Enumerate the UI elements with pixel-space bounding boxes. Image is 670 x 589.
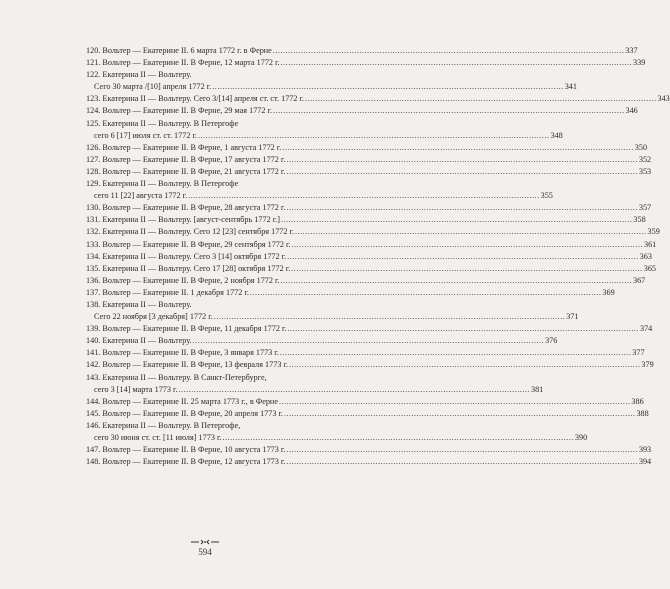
toc-entry-page: 369: [602, 287, 615, 297]
dot-leader: [280, 347, 631, 359]
toc-entry-title: 145. Вольтер — Екатерине II. В Ферне, 20 апреля 1773 г.: [86, 408, 283, 418]
toc-entry-page: 352: [638, 154, 652, 164]
dot-leader: [289, 359, 640, 371]
toc-entry: [86, 347, 645, 359]
toc-entry-title: 137. Вольтер — Екатерине II. 1 декабря 1772 г.: [86, 287, 249, 297]
toc-entry-title: 136. Вольтер — Екатерине II. В Ферне, 2 ноября 1772 г.: [86, 275, 280, 285]
toc-entry: [86, 456, 652, 468]
dot-leader: [198, 130, 549, 142]
toc-entry-page: 358: [633, 215, 646, 225]
table-of-contents: [86, 45, 670, 468]
toc-entry-title: 148. Вольтер — Екатерине II. В Ферне, 12 августа 1773 г.: [86, 457, 286, 467]
toc-entry-title: сего 3 [14] марта 1773 г.: [94, 384, 178, 394]
toc-entry: [86, 251, 652, 263]
toc-entry-page: 390: [574, 433, 588, 442]
toc-entry-page: 361: [643, 239, 657, 249]
dot-leader: [286, 154, 637, 166]
toc-entry-page: 357: [638, 203, 652, 213]
toc-entry: [86, 69, 344, 81]
toc-entry-page: 393: [638, 445, 652, 455]
toc-entry-title: 129. Екатерина II — Вольтеру. В Петергофе: [86, 179, 239, 189]
toc-entry: [86, 299, 344, 311]
toc-entry-title: 125. Екатерина II — Вольтеру. В Петергофе: [86, 118, 239, 128]
toc-entry-title: сего 11 [22] августа 1772 г.: [94, 191, 188, 201]
dot-leader: [250, 287, 601, 299]
toc-entry: [86, 263, 656, 275]
toc-entry-title: 133. Вольтер — Екатерине II. В Ферне, 29 сентября 1772 г.: [86, 239, 291, 249]
toc-entry: [86, 190, 553, 202]
toc-entry: [86, 384, 544, 396]
dot-leader: [281, 57, 632, 69]
toc-entry-page: 337: [625, 46, 638, 55]
toc-entry-page: 367: [632, 275, 646, 285]
toc-entry-title: 141. Вольтер — Екатерине II. В Ферне, 3 января 1773 г.: [86, 348, 279, 358]
toc-entry: [86, 408, 649, 420]
toc-entry-title: 131. Екатерина II — Вольтеру. [август-сентябрь 1772 г.]: [86, 215, 280, 225]
toc-entry: [86, 118, 344, 130]
toc-entry: [86, 432, 588, 444]
toc-entry: [86, 142, 648, 154]
toc-entry: [86, 420, 344, 432]
toc-entry: [86, 359, 654, 371]
toc-entry-page: 388: [636, 408, 649, 418]
dot-leader: [188, 190, 539, 202]
toc-entry: [86, 226, 660, 238]
toc-entry: [86, 323, 653, 335]
toc-entry-title: 147. Вольтер — Екатерине II. В Ферне, 10 августа 1773 г.: [86, 445, 286, 455]
toc-entry-page: 348: [550, 130, 563, 140]
toc-entry-page: 343: [657, 94, 670, 104]
toc-entry-title: 140. Екатерина II — Вольтеру.: [86, 336, 192, 346]
toc-entry-page: 374: [639, 324, 653, 334]
toc-entry: [86, 202, 652, 214]
dot-leader: [281, 214, 632, 226]
dot-leader: [281, 275, 632, 287]
toc-entry-title: 127. Вольтер — Екатерине II. В Ферне, 17 августа 1772 г.: [86, 154, 286, 164]
dot-leader: [287, 251, 638, 263]
toc-entry: [86, 166, 652, 178]
dot-leader: [292, 239, 643, 251]
toc-entry: [86, 311, 579, 323]
toc-entry: [86, 154, 652, 166]
toc-entry-page: 371: [566, 312, 579, 322]
toc-entry-page: 363: [639, 251, 652, 261]
toc-entry-title: 134. Екатерина II — Вольтеру. Сего 3 [14] октября 1772 г.: [86, 251, 287, 261]
dot-leader: [222, 432, 573, 444]
dot-leader: [286, 456, 637, 468]
toc-entry-page: 379: [641, 360, 654, 370]
dot-leader: [179, 384, 530, 396]
toc-entry: [86, 335, 558, 347]
toc-entry-title: 143. Екатерина II — Вольтеру. В Санкт-Петербурге,: [86, 372, 267, 382]
toc-entry: [86, 214, 646, 226]
page-number: 594: [198, 547, 212, 557]
toc-entry-page: 339: [633, 58, 646, 68]
dot-leader: [288, 323, 639, 335]
dot-leader: [305, 93, 656, 105]
toc-entry-page: 353: [638, 166, 652, 176]
toc-entry-title: Сего 22 ноября [3 декабря] 1772 г.: [94, 312, 213, 322]
dot-leader: [282, 142, 633, 154]
dot-leader: [279, 396, 630, 408]
toc-entry-title: 122. Екатерина II — Вольтеру.: [86, 70, 192, 80]
toc-entry-title: 144. Вольтер — Екатерине II. 25 марта 1773 г., в Ферне: [86, 396, 278, 406]
toc-entry-title: 121. Вольтер — Екатерине II. В Ферне, 12 марта 1772 г.: [86, 58, 280, 68]
toc-entry-title: сего 6 [17] июля ст. ст. 1772 г.: [94, 130, 197, 140]
dot-leader: [273, 45, 624, 57]
dot-leader: [193, 335, 544, 347]
toc-entry: [86, 396, 644, 408]
toc-entry: [86, 275, 646, 287]
toc-entry-title: 128. Вольтер — Екатерине II. В Ферне, 21 августа 1772 г.: [86, 166, 286, 176]
toc-entry-title: 138. Екатерина II — Вольтеру.: [86, 299, 192, 309]
toc-entry-title: 120. Вольтер — Екатерине II. 6 марта 1772 г. в Ферне: [86, 46, 272, 55]
toc-entry-title: 130. Вольтер — Екатерине II. В Ферне, 28 августа 1772 г.: [86, 203, 286, 213]
dot-leader: [273, 105, 624, 117]
toc-entry-page: 394: [638, 457, 652, 467]
toc-entry: [86, 45, 638, 57]
toc-entry: [86, 444, 652, 456]
toc-entry-title: 142. Вольтер — Екатерине II. В Ферне, 13 февраля 1773 г.: [86, 360, 288, 370]
toc-entry-title: Сего 30 марта /[10] апреля 1772 г.: [94, 82, 212, 92]
ornament-divider: [190, 539, 220, 545]
toc-entry-page: 341: [564, 82, 577, 92]
toc-entry-title: 139. Вольтер — Екатерине II. В Ферне, 11 декабря 1772 г.: [86, 324, 287, 334]
dot-leader: [212, 81, 563, 93]
dot-leader: [214, 311, 565, 323]
toc-entry-title: 146. Екатерина II — Вольтеру. В Петергофе,: [86, 420, 241, 430]
toc-entry: [86, 93, 670, 105]
dot-leader: [284, 408, 635, 420]
toc-entry-page: 346: [625, 106, 638, 116]
dot-leader: [286, 166, 637, 178]
toc-entry-title: 135. Екатерина II — Вольтеру. Сего 17 [28] октября 1772 г.: [86, 263, 291, 273]
dot-leader: [295, 226, 646, 238]
toc-entry: [86, 239, 657, 251]
toc-entry-page: 355: [540, 191, 553, 201]
toc-entry: [86, 287, 615, 299]
dot-leader: [291, 263, 642, 275]
toc-entry-title: 126. Вольтер — Екатерине II. В Ферне, 1 августа 1772 г.: [86, 142, 282, 152]
toc-entry-page: 386: [631, 396, 644, 406]
dot-leader: [286, 444, 637, 456]
toc-entry: [86, 372, 344, 384]
toc-entry-page: 377: [632, 348, 645, 358]
toc-entry-page: 381: [530, 384, 544, 394]
toc-entry-page: 350: [634, 142, 648, 152]
toc-entry: [86, 105, 638, 117]
toc-entry: [86, 178, 344, 190]
toc-entry-page: 376: [545, 336, 558, 346]
toc-entry-title: 124. Вольтер — Екатерине II. В Ферне, 29 мая 1772 г.: [86, 106, 273, 116]
toc-entry: [86, 130, 563, 142]
dot-leader: [286, 202, 637, 214]
toc-entry: [86, 81, 577, 93]
toc-entry-title: 123. Екатерина II — Вольтеру. Сего 3/[14] апреля ст. ст. 1772 г.: [86, 94, 305, 104]
toc-entry-title: 132. Екатерина II — Вольтеру. Сего 12 [23] сентября 1772 г.: [86, 227, 295, 237]
toc-entry-title: сего 30 июня ст. ст. [11 июля] 1773 г.: [94, 433, 222, 442]
toc-entry-page: 359: [647, 227, 660, 237]
toc-entry-page: 365: [643, 263, 656, 273]
toc-entry: [86, 57, 646, 69]
